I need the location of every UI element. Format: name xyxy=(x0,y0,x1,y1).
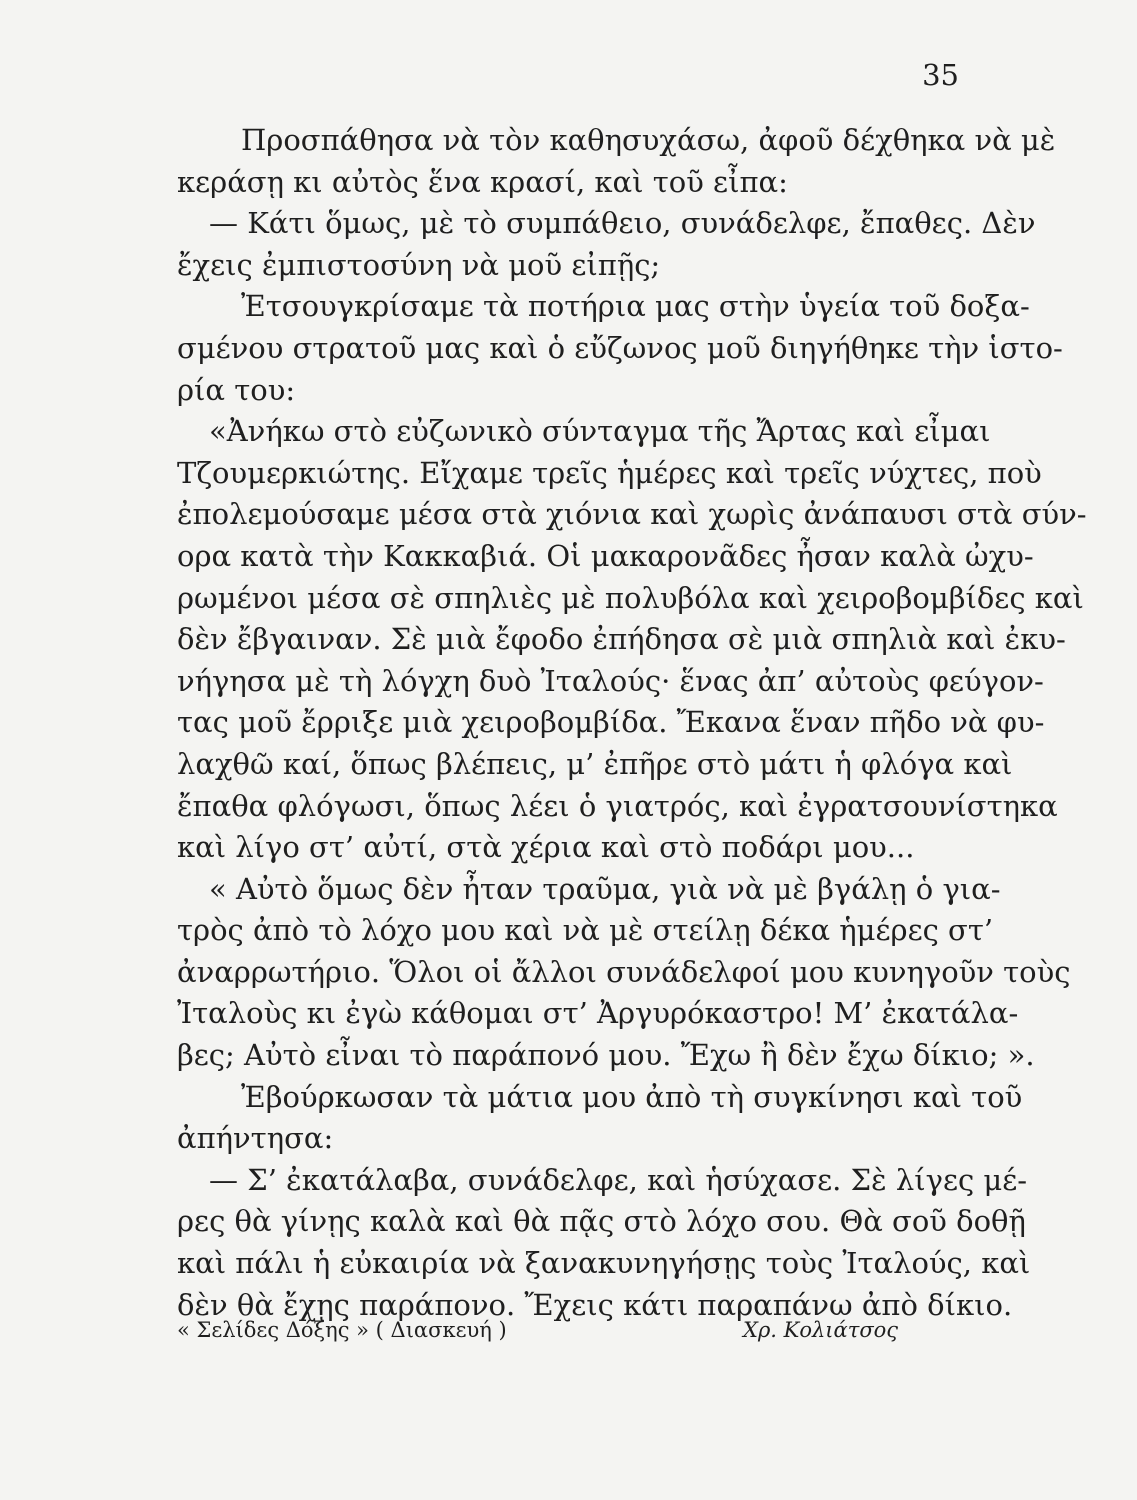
text-line: ἔπαθα φλόγωσι, ὅπως λέει ὁ γιατρός, καὶ ἐγρατσουνίστηκα xyxy=(177,788,1058,823)
text-line: τρὸς ἀπὸ τὸ λόχο μου καὶ νὰ μὲ στείλῃ δέκα ἡμέρες στ’ xyxy=(177,913,994,948)
text-line: Ἐτσουγκρίσαμε τὰ ποτήρια μας στὴν ὑγεία τοῦ δοξα- xyxy=(241,289,1030,324)
text-line: « Αὐτὸ ὅμως δὲν ἦταν τραῦμα, γιὰ νὰ μὲ βγάλῃ ὁ για- xyxy=(209,871,1001,906)
text-line: καὶ λίγο στ’ αὐτί, στὰ χέρια καὶ στὸ ποδάρι μου... xyxy=(177,830,915,865)
text-line: λαχθῶ καί, ὅπως βλέπεις, μ’ ἐπῆρε στὸ μάτι ἡ φλόγα καὶ xyxy=(177,746,1013,781)
text-line: Προσπάθησα νὰ τὸν καθησυχάσω, ἀφοῦ δέχθηκα νὰ μὲ xyxy=(241,123,1056,157)
text-line: — Σ’ ἐκατάλαβα, συνάδελφε, καὶ ἡσύχασε. Σὲ λίγες μέ- xyxy=(209,1162,1028,1197)
text-line: Ἐβούρκωσαν τὰ μάτια μου ἀπὸ τὴ συγκίνησι καὶ τοῦ xyxy=(241,1079,1023,1114)
text-line: βες; Αὐτὸ εἶναι τὸ παράπονό μου. Ἔχω ἢ δὲν ἔχω δίκιο; ». xyxy=(177,1038,1035,1073)
text-line: δὲν θὰ ἔχῃς παράπονο. Ἔχεις κάτι παραπάνω ἀπὸ δίκιο. xyxy=(177,1287,1013,1322)
text-line: ορα κατὰ τὴν Κακκαβιά. Οἱ μακαρονᾶδες ἦσαν καλὰ ὠχυ- xyxy=(177,538,1034,573)
text-line: σμένου στρατοῦ μας καὶ ὁ εὔζωνος μοῦ διηγήθηκε τὴν ἱστο- xyxy=(177,330,1063,365)
text-line: ἔχεις ἐμπιστοσύνη νὰ μοῦ εἰπῇς; xyxy=(177,247,661,282)
text-line: δὲν ἔβγαιναν. Σὲ μιὰ ἔφοδο ἐπήδησα σὲ μιὰ σπηλιὰ καὶ ἐκυ- xyxy=(177,622,1066,657)
text-line: Ἰταλοὺς κι ἐγὼ κάθομαι στ’ Ἀργυρόκαστρο! Μ’ ἐκατάλα- xyxy=(177,996,1019,1031)
main-text xyxy=(177,120,1087,1326)
author-name: Χρ. Κολιάτσος xyxy=(743,1318,899,1342)
text-line: ρία του: xyxy=(177,372,296,407)
text-line: Τζουμερκιώτης. Εἴχαμε τρεῖς ἡμέρες καὶ τρεῖς νύχτες, ποὺ xyxy=(177,455,1042,490)
text-line: ἀναρρωτήριο. Ὅλοι οἱ ἄλλοι συνάδελφοί μου κυνηγοῦν τοὺς xyxy=(177,954,1071,989)
text-line: — Κάτι ὅμως, μὲ τὸ συμπάθειο, συνάδελφε, ἔπαθες. Δὲν xyxy=(209,206,1036,241)
text-line: ἐπολεμούσαμε μέσα στὰ χιόνια καὶ χωρὶς ἀνάπαυσι στὰ σύν- xyxy=(177,497,1087,532)
text-line: νήγησα μὲ τὴ λόγχη δυὸ Ἰταλούς· ἕνας ἀπ’ αὐτοὺς φεύγον- xyxy=(177,663,1044,698)
text-line: ἀπήντησα: xyxy=(177,1121,334,1156)
text-line: κεράσῃ κι αὐτὸς ἕνα κρασί, καὶ τοῦ εἶπα: xyxy=(177,164,788,199)
page-number: 35 xyxy=(922,58,959,92)
text-line: «Ἀνήκω στὸ εὐζωνικὸ σύνταγμα τῆς Ἄρτας καὶ εἶμαι xyxy=(209,414,991,449)
text-line: ρωμένοι μέσα σὲ σπηλιὲς μὲ πολυβόλα καὶ χειροβομβίδες καὶ xyxy=(177,580,1084,615)
text-line: καὶ πάλι ἡ εὐκαιρία νὰ ξανακυνηγήσῃς τοὺς Ἰταλούς, καὶ xyxy=(177,1246,1031,1281)
text-line: τας μοῦ ἔρριξε μιὰ χειροβομβίδα. Ἔκανα ἕναν πῆδο νὰ φυ- xyxy=(177,705,1045,740)
text-line: ρες θὰ γίνῃς καλὰ καὶ θὰ πᾷς στὸ λόχο σου. Θὰ σοῦ δοθῇ xyxy=(177,1204,1026,1239)
source-citation: « Σελίδες Δόξης » ( Διασκευή ) xyxy=(177,1318,507,1342)
